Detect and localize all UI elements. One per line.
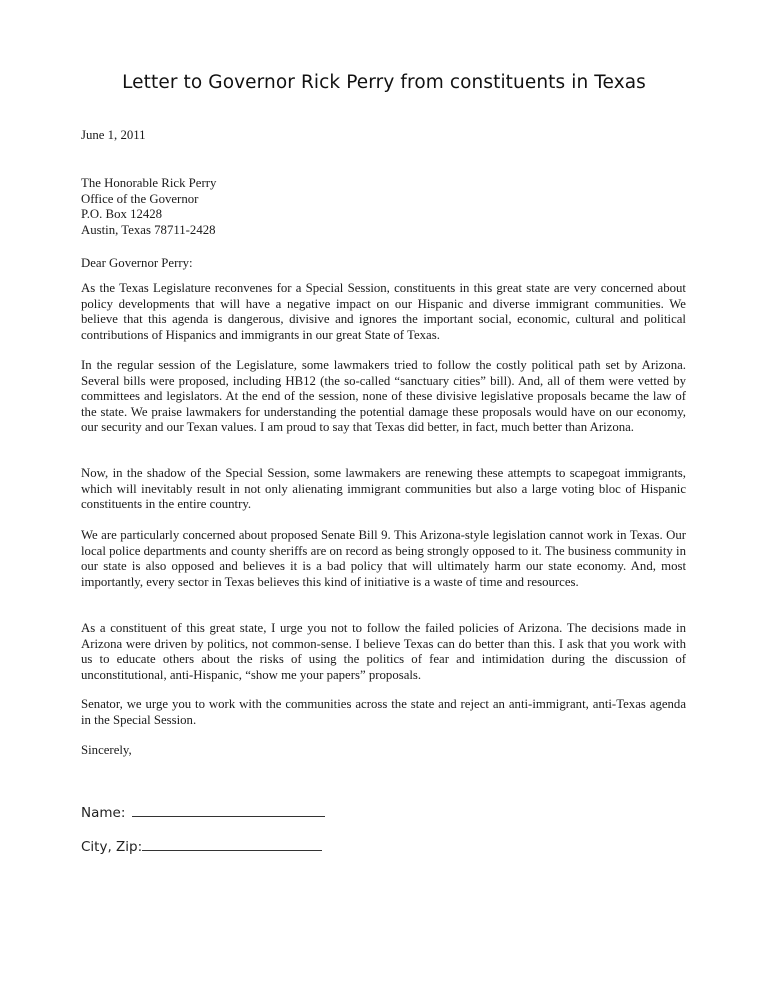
city-zip-field [81, 838, 322, 855]
paragraph: In the regular session of the Legislature, some lawmakers tried to follow the costly political path set by Arizona. Several bills were proposed, including HB12 (the so-called “sanctuary cities” bill). And, all of them were vetted by committees and legislators. At the end of the session, none of these divisive legislative proposals became the law of the state. We praise lawmakers for understanding the potential damage these proposals would have on our economy, our security and our Texan values. I am proud to say that Texas did better, in fact, much better than Arizona. [81, 358, 686, 434]
address-line: Austin, Texas 78711-2428 [81, 222, 216, 237]
paragraph: Now, in the shadow of the Special Session, some lawmakers are renewing these attempts to scapegoat immigrants, which will inevitably result in not only alienating immigrant communities but also a large voting bloc of Hispanic constituents in the entire country. [81, 466, 686, 511]
letter-date: June 1, 2011 [81, 128, 146, 142]
paragraph: We are particularly concerned about proposed Senate Bill 9. This Arizona-style legislation cannot work in Texas. Our local police departments and county sheriffs are on record as being strongly opposed to it. The business community in our state is also opposed and believes it is a bad policy that will ultimately harm our state economy. And, most importantly, every sector in Texas believes this kind of initiative is a waste of time and resources. [81, 528, 686, 589]
city-zip-blank-line[interactable] [142, 838, 322, 851]
name-blank-line[interactable] [132, 804, 325, 817]
paragraph: As a constituent of this great state, I urge you not to follow the failed policies of Arizona. The decisions made in Arizona were driven by politics, not common-sense. I believe Texas can do better than this. I ask that you work with us to educate others about the risks of using the politics of fear and intimidation during the discussion of unconstitutional, anti-Hispanic, “show me your papers” proposals. [81, 621, 686, 682]
address-line: P.O. Box 12428 [81, 207, 163, 221]
letter-title: Letter to Governor Rick Perry from constituents in Texas [122, 72, 646, 93]
name-field [81, 804, 325, 821]
city-zip-label: City, Zip: [81, 839, 143, 855]
paragraph: Senator, we urge you to work with the communities across the state and reject an anti-immigrant, anti-Texas agenda in the Special Session. [81, 697, 686, 727]
closing: Sincerely, [81, 743, 132, 757]
name-label: Name: [81, 805, 130, 821]
address-line: The Honorable Rick Perry [81, 176, 217, 190]
address-line: Office of the Governor [81, 191, 199, 206]
paragraph: As the Texas Legislature reconvenes for a Special Session, constituents in this great state are very concerned about policy developments that will have a negative impact on our Hispanic and diverse immigrant communities. We believe that this agenda is dangerous, divisive and ignores the important social, economic, cultural and political contributions of Hispanics and immigrants in our great State of Texas. [81, 281, 686, 342]
salutation: Dear Governor Perry: [81, 256, 193, 270]
recipient-address [81, 176, 686, 238]
